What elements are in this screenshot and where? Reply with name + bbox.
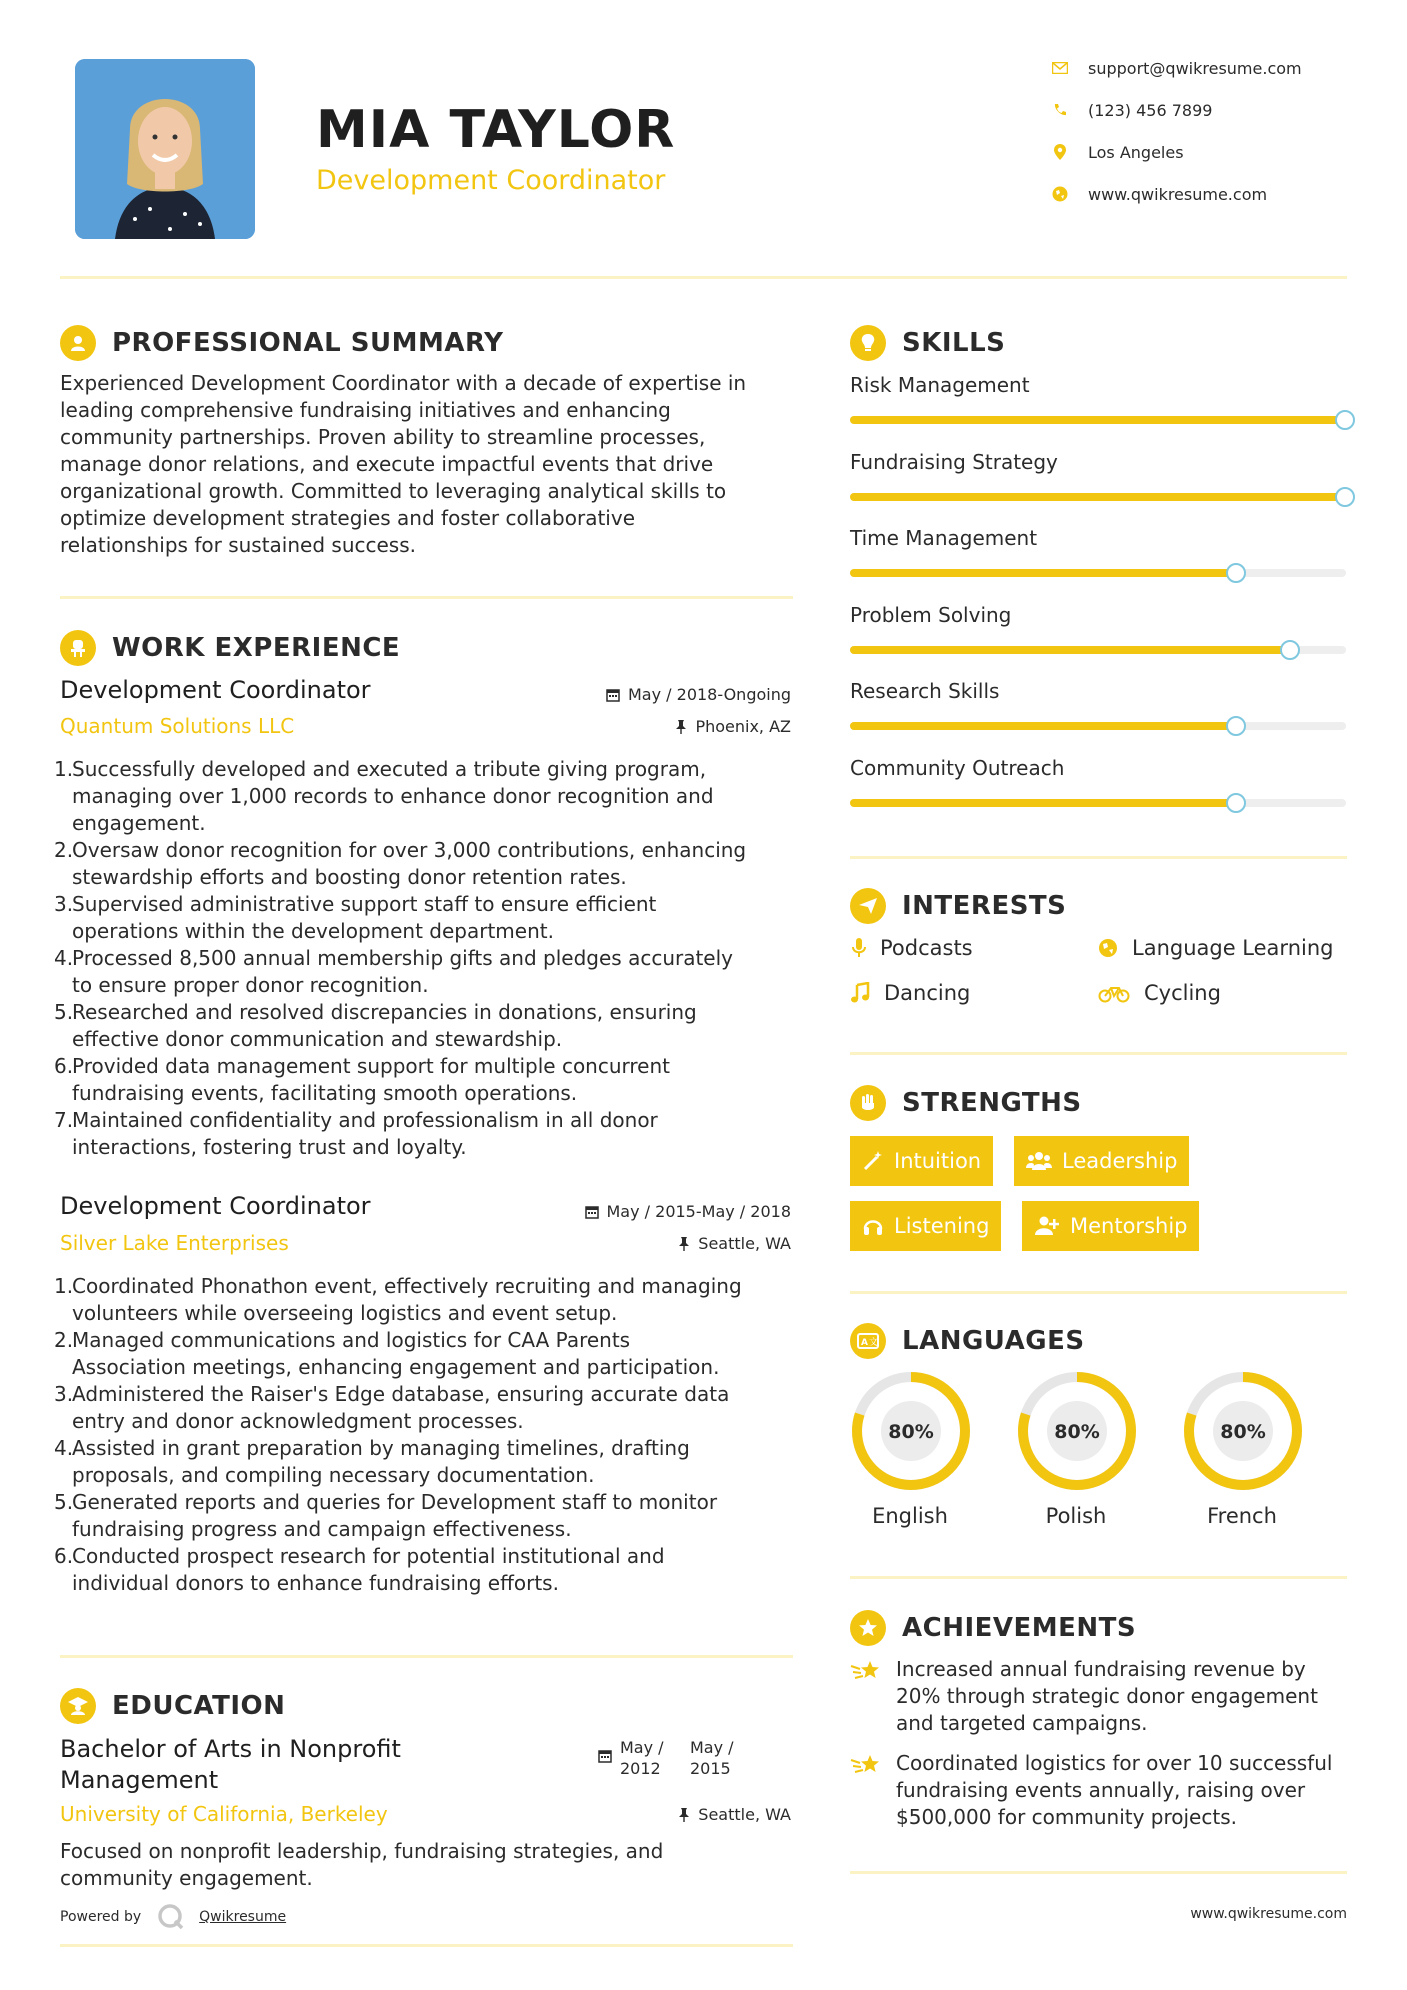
summary-line: Experienced Development Coordinator with a decade of expertise in: [60, 371, 747, 395]
education-start: May / 2012: [620, 1738, 664, 1778]
languages-title: LANGUAGES: [902, 1326, 1085, 1356]
bicycle-icon: [1098, 983, 1130, 1003]
magic-wand-icon: [862, 1150, 884, 1172]
email-text: support@qwikresume.com: [1088, 58, 1302, 78]
skill-label: Time Management: [850, 526, 1038, 550]
languages-divider: [850, 1576, 1347, 1579]
summary-line: organizational growth. Committed to leveraging analytical skills to: [60, 479, 727, 503]
skill-bar-knob: [1226, 716, 1246, 736]
job-location-text: Seattle, WA: [698, 1234, 791, 1253]
language-item: [850, 1370, 972, 1528]
education-end: May / 2015: [690, 1738, 734, 1778]
calendar-icon: [598, 1749, 612, 1763]
skills-heading: [850, 325, 1005, 361]
globe-icon: [1098, 938, 1118, 958]
list-item: 3.Administered the Raiser's Edge database, ensuring accurate data entry and donor acknowledgment processes.: [54, 1382, 730, 1433]
strengths-title: STRENGTHS: [902, 1088, 1082, 1118]
user-icon: [60, 325, 96, 361]
list-item: 2.Oversaw donor recognition for over 3,000 contributions, enhancing stewardship efforts and boosting donor retention rates.: [54, 838, 747, 889]
list-item: 3.Supervised administrative support staff to ensure efficient operations within the development department.: [54, 892, 657, 943]
list-item: 6.Conducted prospect research for potential institutional and individual donors to enhance fundraising efforts.: [54, 1544, 665, 1595]
svg-text:A: A: [861, 1338, 868, 1348]
skill-bar-fill: [850, 799, 1237, 807]
list-item: 4.Processed 8,500 annual membership gifts and pledges accurately to ensure proper donor recognition.: [54, 946, 734, 997]
shooting-star-icon: [850, 1658, 884, 1684]
interests-title: INTERESTS: [902, 891, 1067, 921]
globe-icon: [1050, 184, 1070, 204]
interest-item-cycling: Cycling: [1098, 981, 1221, 1005]
job-title: Development Coordinator: [60, 676, 371, 704]
star-icon: [850, 1610, 886, 1646]
job-bullets: [54, 756, 804, 1161]
shooting-star-icon: [850, 1752, 884, 1778]
achievement-text: Coordinated logistics for over 10 successful fundraising events annually, raising over $500,000 for community projects.: [896, 1751, 1333, 1829]
job-bullets: [54, 1273, 804, 1597]
job-location-text: Phoenix, AZ: [695, 717, 791, 736]
job-location: [551, 717, 791, 736]
graduate-icon: [60, 1688, 96, 1724]
summary-divider: [60, 596, 793, 599]
skill-label: Problem Solving: [850, 602, 1012, 627]
skill-bar-track: [850, 799, 1346, 807]
svg-text:文: 文: [869, 1338, 879, 1348]
candidate-name: MIA TAYLOR: [316, 100, 676, 160]
education-location: [551, 1805, 791, 1824]
education-date: [598, 1737, 760, 1779]
pushpin-icon: [678, 1808, 690, 1822]
language-label: English: [872, 1504, 948, 1528]
skill-bar-knob: [1335, 487, 1355, 507]
language-ring: [1182, 1370, 1304, 1492]
interests-heading: [850, 888, 1066, 924]
work-divider: [60, 1655, 793, 1658]
job-date: [551, 685, 791, 704]
list-item: 1.Successfully developed and executed a tribute giving program, managing over 1,000 records to enhance donor recognition and engagement.: [54, 757, 714, 835]
work-heading: [60, 630, 400, 666]
education-heading: [60, 1688, 285, 1724]
list-item: 2.Managed communications and logistics for CAA Parents Association meetings, enhancing engagement and participation.: [54, 1328, 720, 1379]
job-title: Development Coordinator: [60, 1192, 371, 1220]
summary-line: manage donor relations, and execute impactful events that drive: [60, 452, 714, 476]
achievements-heading: [850, 1610, 1136, 1646]
job-date: [551, 1202, 791, 1221]
language-ring: [1016, 1370, 1138, 1492]
interests-divider: [850, 1052, 1347, 1055]
location-text: Los Angeles: [1088, 142, 1184, 162]
school: University of California, Berkeley: [60, 1802, 388, 1826]
calendar-icon: [585, 1205, 599, 1219]
achievements-divider: [850, 1871, 1347, 1874]
skill-bar-track: [850, 416, 1346, 424]
qwikresume-logo-icon: [157, 1903, 185, 1931]
map-pin-icon: [1050, 142, 1070, 162]
skill-bar-knob: [1335, 410, 1355, 430]
phone-icon: [1050, 100, 1070, 120]
list-item: 7.Maintained confidentiality and professionalism in all donor interactions, fostering trust and loyalty.: [54, 1108, 658, 1159]
list-item: 5.Generated reports and queries for Development staff to monitor fundraising progress and campaign effectiveness.: [54, 1490, 718, 1541]
summary-title: PROFESSIONAL SUMMARY: [112, 328, 504, 358]
summary-line: relationships for sustained success.: [60, 533, 416, 557]
achievements-title: ACHIEVEMENTS: [902, 1613, 1137, 1643]
music-note-icon: [850, 982, 870, 1004]
skill-label: Fundraising Strategy: [850, 449, 1058, 474]
strength-tag-leadership: Leadership: [1014, 1136, 1189, 1186]
education-location-text: Seattle, WA: [698, 1805, 791, 1824]
skill-label: Community Outreach: [850, 755, 1065, 780]
footer-website[interactable]: www.qwikresume.com: [1190, 1906, 1347, 1922]
skill-bar-track: [850, 569, 1346, 577]
language-percent: 80%: [888, 1421, 934, 1443]
summary-text: [60, 370, 800, 559]
summary-line: community partnerships. Proven ability to streamline processes,: [60, 425, 706, 449]
achievement-item: [850, 1750, 1346, 1831]
envelope-icon: [1050, 58, 1070, 78]
list-item: 4.Assisted in grant preparation by managing timelines, drafting proposals, and compiling necessary documentation.: [54, 1436, 690, 1487]
skill-bar-fill: [850, 493, 1346, 501]
job-company: Silver Lake Enterprises: [60, 1231, 289, 1255]
summary-line: optimize development strategies and foster collaborative: [60, 506, 635, 530]
skill-bar-fill: [850, 416, 1346, 424]
job-location: [551, 1234, 791, 1253]
qwikresume-link[interactable]: Qwikresume: [199, 1909, 287, 1925]
user-plus-icon: [1034, 1215, 1060, 1237]
phone-text: (123) 456 7899: [1088, 100, 1213, 120]
language-percent: 80%: [1054, 1421, 1100, 1443]
hand-icon: [850, 1085, 886, 1121]
strength-tag-intuition: Intuition: [850, 1136, 993, 1186]
skill-bar-fill: [850, 569, 1237, 577]
language-percent: 80%: [1220, 1421, 1266, 1443]
strength-tag-listening: Listening: [850, 1201, 1001, 1251]
profile-photo: [75, 59, 255, 239]
summary-line: leading comprehensive fundraising initiatives and enhancing: [60, 398, 671, 422]
job-date-text: May / 2015-May / 2018: [606, 1202, 791, 1221]
skill-bar-track: [850, 722, 1346, 730]
chair-icon: [60, 630, 96, 666]
skills-title: SKILLS: [902, 328, 1006, 358]
list-item: 6.Provided data management support for multiple concurrent fundraising events, facilitating smooth operations.: [54, 1054, 670, 1105]
strengths-divider: [850, 1291, 1347, 1294]
achievement-text: Increased annual fundraising revenue by 20% through strategic donor engagement and targeted campaigns.: [896, 1657, 1318, 1735]
languages-heading: [850, 1323, 1085, 1359]
skill-bar-track: [850, 493, 1346, 501]
degree-line: Management: [60, 1766, 219, 1794]
lightbulb-icon: [850, 325, 886, 361]
pushpin-icon: [678, 1237, 690, 1251]
language-item: [1016, 1370, 1138, 1528]
degree: [60, 1734, 401, 1796]
language-item: [1182, 1370, 1304, 1528]
interest-item-dancing: Dancing: [850, 981, 970, 1005]
paper-plane-icon: [850, 888, 886, 924]
skill-bar-knob: [1226, 563, 1246, 583]
skill-bar-track: [850, 646, 1346, 654]
skill-bar-fill: [850, 646, 1291, 654]
language-label: French: [1207, 1504, 1277, 1528]
skill-bar-knob: [1280, 640, 1300, 660]
language-label: Polish: [1045, 1504, 1107, 1528]
job-company: Quantum Solutions LLC: [60, 714, 295, 738]
header-divider: [60, 276, 1347, 279]
strength-tag-mentorship: Mentorship: [1022, 1201, 1199, 1251]
language-icon: [850, 1323, 886, 1359]
contact-email[interactable]: [1050, 58, 1350, 78]
education-description: Focused on nonprofit leadership, fundraising strategies, and community engagement.: [60, 1839, 664, 1890]
contact-website[interactable]: [1050, 184, 1350, 204]
achievement-item: [850, 1656, 1346, 1737]
job-date-text: May / 2018-Ongoing: [628, 685, 791, 704]
contact-phone[interactable]: [1050, 100, 1350, 120]
skill-bar-fill: [850, 722, 1237, 730]
powered-by: [60, 1903, 286, 1931]
interest-item-language-learning: Language Learning: [1098, 936, 1333, 960]
degree-line: Bachelor of Arts in Nonprofit: [60, 1735, 401, 1763]
headphones-icon: [862, 1215, 884, 1237]
skill-label: Research Skills: [850, 679, 1000, 703]
candidate-role: Development Coordinator: [316, 165, 666, 196]
education-title: EDUCATION: [112, 1691, 286, 1721]
work-title: WORK EXPERIENCE: [112, 633, 401, 663]
powered-by-text: Powered by: [60, 1909, 142, 1925]
interest-item-podcasts: Podcasts: [852, 936, 973, 960]
strengths-heading: [850, 1085, 1082, 1121]
list-item: 1.Coordinated Phonathon event, effectively recruiting and managing volunteers while overseeing logistics and event setup.: [54, 1274, 742, 1325]
pushpin-icon: [675, 720, 687, 734]
list-item: 5.Researched and resolved discrepancies in donations, ensuring effective donor communication and stewardship.: [54, 1000, 697, 1051]
skill-bar-knob: [1226, 793, 1246, 813]
language-ring: [850, 1370, 972, 1492]
summary-heading: [60, 325, 503, 361]
website-text: www.qwikresume.com: [1088, 184, 1268, 204]
contact-location: [1050, 142, 1350, 162]
skills-divider: [850, 856, 1347, 859]
calendar-icon: [606, 688, 620, 702]
users-icon: [1026, 1150, 1052, 1172]
education-divider: [60, 1944, 793, 1947]
skill-label: Risk Management: [850, 373, 1030, 397]
microphone-icon: [852, 937, 866, 959]
